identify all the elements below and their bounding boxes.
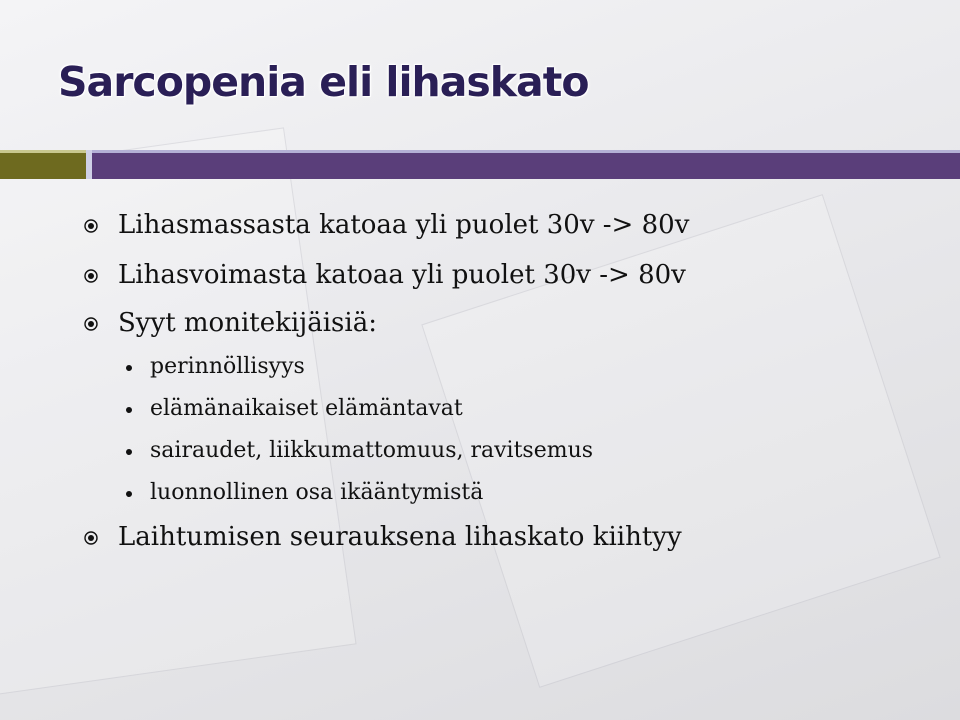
radio-bullet-icon bbox=[84, 219, 98, 233]
list-item-text: Lihasvoimasta katoaa yli puolet 30v -> 80v bbox=[118, 260, 686, 290]
sub-list-item-text: sairaudet, liikkumattomuus, ravitsemus bbox=[150, 438, 594, 463]
radio-bullet-icon bbox=[84, 531, 98, 545]
slide-title: Sarcopenia eli lihaskato bbox=[58, 58, 589, 106]
list-item-text: Laihtumisen seurauksena lihaskato kiihtyy bbox=[118, 522, 682, 552]
list-item-text: Syyt monitekijäisiä: bbox=[118, 308, 377, 338]
sub-list-item-text: elämänaikaiset elämäntavat bbox=[150, 396, 463, 421]
sub-list-item-text: perinnöllisyys bbox=[150, 354, 305, 379]
dot-bullet-icon bbox=[126, 491, 132, 497]
dot-bullet-icon bbox=[126, 449, 132, 455]
radio-bullet-icon bbox=[84, 317, 98, 331]
dot-bullet-icon bbox=[126, 407, 132, 413]
list-item-text: Lihasmassasta katoaa yli puolet 30v -> 80v bbox=[118, 210, 690, 240]
dot-bullet-icon bbox=[126, 365, 132, 371]
radio-bullet-icon bbox=[84, 269, 98, 283]
sub-list-item-text: luonnollinen osa ikääntymistä bbox=[150, 480, 484, 505]
